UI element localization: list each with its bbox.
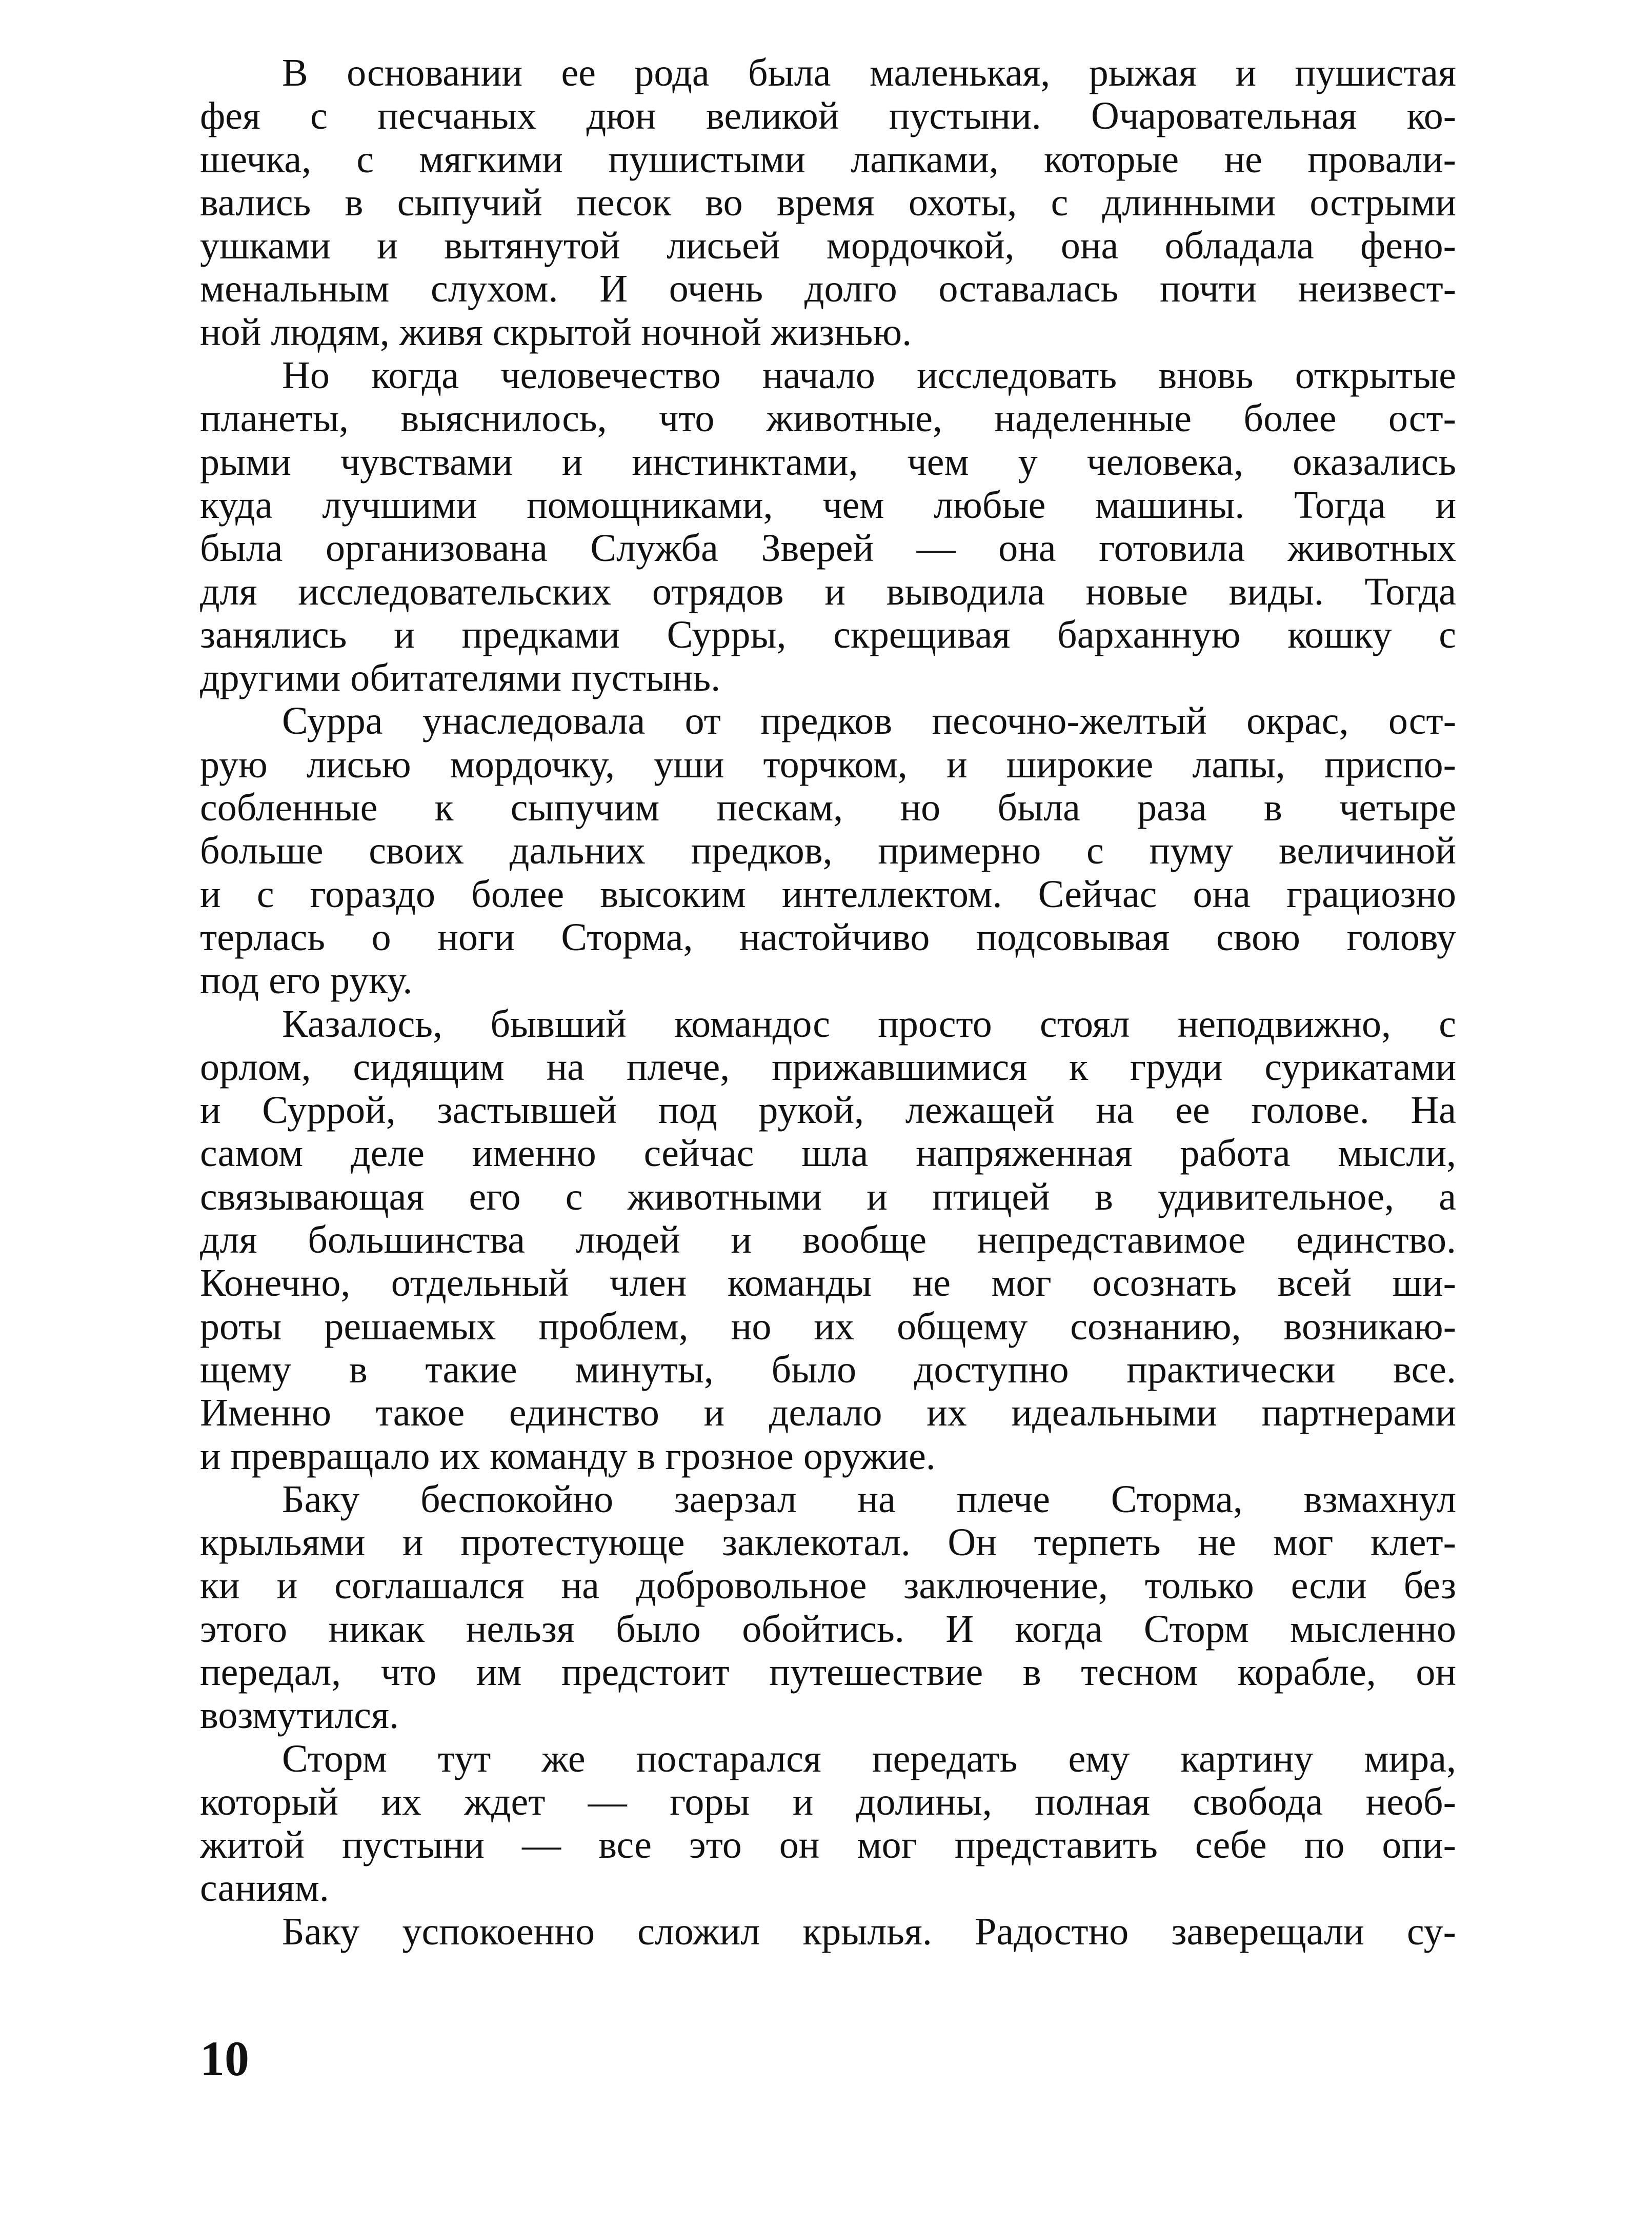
text-line: другими обитателями пустынь. [200, 656, 721, 700]
text-line: Конечно, отдельный член команды не мог осознать всей ши- [200, 1261, 1456, 1305]
text-line: планеты, выяснилось, что животные, наделенные более ост- [200, 397, 1456, 440]
text-line: самом деле именно сейчас шла напряженная работа мысли, [200, 1132, 1456, 1175]
paragraph [200, 1002, 1456, 1478]
text-line: больше своих дальних предков, примерно с пуму величиной [200, 829, 1456, 873]
text-line: ной людям, живя скрытой ночной жизнью. [200, 310, 912, 354]
text-line: связывающая его с животными и птицей в удивительное, а [200, 1175, 1456, 1218]
text-line: Казалось, бывший командос просто стоял неподвижно, с [282, 1002, 1456, 1046]
text-line: который их ждет — горы и долины, полная свобода необ- [200, 1780, 1456, 1823]
paragraph [200, 1910, 1456, 1953]
text-line: под его руку. [200, 959, 413, 1002]
text-line: орлом, сидящим на плече, прижавшимися к груди сурикатами [200, 1045, 1456, 1089]
text-line: щему в такие минуты, было доступно практически все. [200, 1348, 1456, 1391]
text-line: фея с песчаных дюн великой пустыни. Очаровательная ко- [200, 94, 1456, 138]
text-line: вались в сыпучий песок во время охоты, с длинными острыми [200, 180, 1456, 224]
text-line: Баку успокоенно сложил крылья. Радостно заверещали су- [282, 1910, 1456, 1953]
text-line: куда лучшими помощниками, чем любые машины. Тогда и [200, 483, 1456, 527]
text-line: и с гораздо более высоким интеллектом. Сейчас она грациозно [200, 872, 1456, 916]
body-text [200, 51, 1456, 1953]
text-line: и Суррой, застывшей под рукой, лежащей на ее голове. На [200, 1089, 1456, 1132]
text-line: Баку беспокойно заерзал на плече Сторма, взмахнул [282, 1477, 1456, 1521]
text-line: ушками и вытянутой лисьей мордочкой, она обладала фено- [200, 224, 1456, 268]
text-line: саниям. [200, 1866, 329, 1910]
paragraph [200, 51, 1456, 354]
text-line: и превращало их команду в грозное оружие. [200, 1434, 936, 1478]
text-line: ки и соглашался на добровольное заключение, только если без [200, 1564, 1456, 1608]
text-line: рую лисью мордочку, уши торчком, и широкие лапы, приспо- [200, 742, 1456, 786]
text-line: для большинства людей и вообще непредставимое единство. [200, 1218, 1456, 1262]
text-line: Сурра унаследовала от предков песочно-желтый окрас, ост- [282, 699, 1456, 743]
text-line: Сторм тут же постарался передать ему картину мира, [282, 1737, 1456, 1780]
text-line: житой пустыни — все это он мог представить себе по опи- [200, 1823, 1456, 1867]
text-line: Но когда человечество начало исследовать вновь открытые [282, 354, 1456, 397]
text-line: рыми чувствами и инстинктами, чем у человека, оказались [200, 440, 1456, 484]
text-line: В основании ее рода была маленькая, рыжая и пушистая [282, 51, 1456, 94]
text-line: терлась о ноги Сторма, настойчиво подсовывая свою голову [200, 915, 1456, 959]
paragraph [200, 1737, 1456, 1910]
paragraph [200, 354, 1456, 699]
paragraph [200, 1478, 1456, 1737]
text-line: была организована Служба Зверей — она готовила животных [200, 527, 1456, 570]
text-line: собленные к сыпучим пескам, но была раза в четыре [200, 786, 1456, 830]
text-line: для исследовательских отрядов и выводила новые виды. Тогда [200, 570, 1456, 613]
text-line: этого никак нельзя было обойтись. И когда Сторм мысленно [200, 1607, 1456, 1651]
page-number: 10 [200, 2031, 249, 2086]
text-line: возмутился. [200, 1694, 399, 1737]
paragraph [200, 699, 1456, 1002]
text-line: Именно такое единство и делало их идеальными партнерами [200, 1391, 1456, 1435]
text-line: менальным слухом. И очень долго оставалась почти неизвест- [200, 267, 1456, 311]
text-line: занялись и предками Сурры, скрещивая барханную кошку с [200, 613, 1456, 656]
text-line: роты решаемых проблем, но их общему сознанию, возникаю- [200, 1304, 1456, 1348]
text-line: шечка, с мягкими пушистыми лапками, которые не провали- [200, 137, 1456, 181]
text-line: передал, что им предстоит путешествие в тесном корабле, он [200, 1650, 1456, 1694]
text-line: крыльями и протестующе заклекотал. Он терпеть не мог клет- [200, 1521, 1456, 1564]
